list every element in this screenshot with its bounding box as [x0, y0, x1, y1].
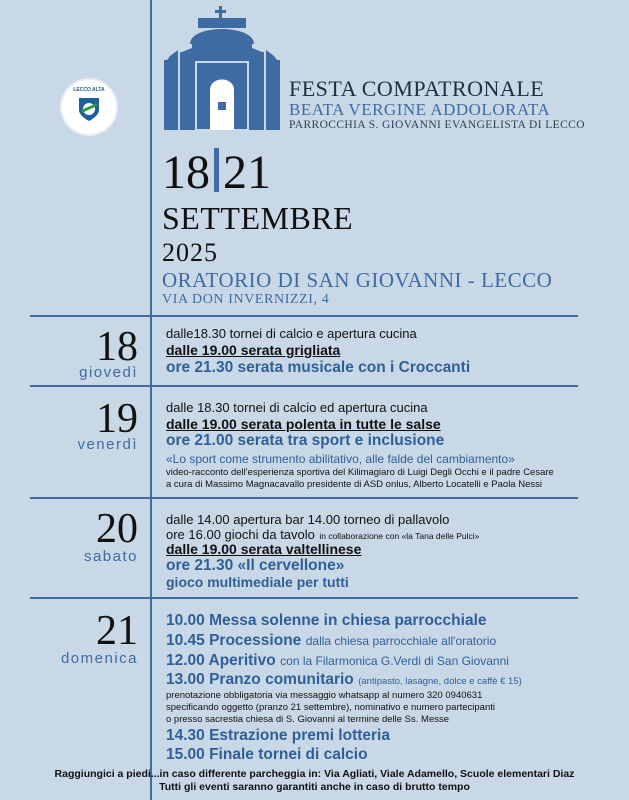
church-icon — [162, 4, 282, 132]
section-divider — [30, 315, 578, 317]
shield-icon — [76, 96, 102, 122]
schedule-note: con la Filarmonica G.Verdi di San Giovanni — [280, 654, 509, 668]
schedule-line: 14.30 Estrazione premi lotteria — [166, 727, 390, 744]
schedule-line: 10.00 Messa solenne in chiesa parrocchiale — [166, 612, 487, 629]
schedule-line: 13.00 Pranzo comunitario — [166, 671, 354, 688]
footer-parking: Raggiungici a piedi...in caso differente parcheggia in: Via Agliati, Viale Adamello, Scuole elementari Diaz — [54, 768, 575, 780]
logo-text: LECCO ALTA — [73, 87, 105, 93]
day-number-21: 21 — [96, 608, 138, 654]
day-name-thursday: giovedì — [79, 364, 138, 381]
schedule-note: (antipasto, lasagne, dolce e caffè € 15) — [358, 676, 522, 687]
day-name-friday: venerdì — [77, 436, 138, 453]
schedule-line-group — [166, 652, 509, 670]
schedule-line: ore 16.00 giochi da tavolo — [166, 527, 315, 542]
event-month: SETTEMBRE — [162, 200, 354, 236]
day-number-20: 20 — [96, 506, 138, 552]
section-divider — [30, 385, 578, 387]
date-end: 21 — [223, 146, 271, 199]
schedule-line: dalle 18.30 tornei di calcio ed apertura cucina — [166, 400, 428, 415]
date-start: 18 — [162, 146, 210, 199]
schedule-note: o presso sacrestia chiesa di S. Giovanni al termine delle Ss. Messe — [166, 714, 450, 725]
schedule-line: dalle 19.00 serata grigliata — [166, 342, 341, 358]
event-dates — [162, 148, 271, 197]
schedule-line-group — [166, 671, 522, 689]
venue-address: VIA DON INVERNIZZI, 4 — [162, 292, 330, 307]
schedule-line: dalle 19.00 serata valtellinese — [166, 541, 362, 557]
section-divider — [30, 597, 578, 599]
event-title: FESTA COMPATRONALE — [289, 76, 545, 101]
schedule-note: a cura di Massimo Magnacavallo presidente di ASD onlus, Alberto Locatelli e Paola Nessi — [166, 479, 542, 490]
event-subtitle: BEATA VERGINE ADDOLORATA — [289, 100, 551, 119]
day-number-19: 19 — [96, 396, 138, 442]
schedule-line: ore 21.30 serata musicale con i Croccanti — [166, 359, 471, 376]
footer-weather: Tutti gli eventi saranno garantiti anche in caso di brutto tempo — [159, 781, 470, 793]
sports-club-logo — [62, 80, 116, 134]
schedule-note: specificando oggetto (pranzo 21 settembre), nominativo e numero partecipanti — [166, 702, 495, 713]
schedule-line: dalle 19.00 serata polenta in tutte le salse — [166, 416, 441, 432]
schedule-line: 10.45 Processione — [166, 632, 302, 649]
date-separator — [214, 148, 219, 192]
day-name-sunday: domenica — [60, 650, 138, 667]
schedule-line: ore 21.00 serata tra sport e inclusione — [166, 432, 445, 449]
schedule-line-group — [166, 632, 496, 650]
schedule-line: «Lo sport come strumento abilitativo, alle falde del cambiamento» — [166, 452, 515, 466]
schedule-line: dalle18.30 tornei di calcio e apertura cucina — [166, 326, 417, 341]
section-divider — [30, 497, 578, 499]
schedule-note: video-racconto dell'esperienza sportiva del Kilimagiaro di Luigi Degli Occhi e il padre Cesare — [166, 467, 554, 478]
schedule-line: gioco multimediale per tutti — [166, 574, 349, 590]
schedule-note: dalla chiesa parrocchiale all'oratorio — [305, 634, 497, 648]
schedule-note: prenotazione obbligatoria via messaggio whatsapp al numero 320 0940631 — [166, 690, 483, 701]
venue-name: ORATORIO DI SAN GIOVANNI - LECCO — [162, 268, 553, 292]
schedule-line: ore 21.30 «Il cervellone» — [166, 557, 345, 574]
day-name-saturday: sabato — [83, 548, 138, 565]
vertical-divider — [150, 0, 152, 800]
schedule-note: in collaborazione con «la Tana delle Pulci» — [319, 531, 480, 541]
schedule-line: dalle 14.00 apertura bar 14.00 torneo di pallavolo — [166, 512, 450, 527]
event-year: 2025 — [162, 238, 218, 267]
schedule-line: 15.00 Finale tornei di calcio — [166, 746, 368, 763]
parish-name: PARROCCHIA S. GIOVANNI EVANGELISTA DI LECCO — [289, 119, 585, 131]
day-number-18: 18 — [96, 324, 138, 370]
schedule-line: 12.00 Aperitivo — [166, 652, 276, 669]
